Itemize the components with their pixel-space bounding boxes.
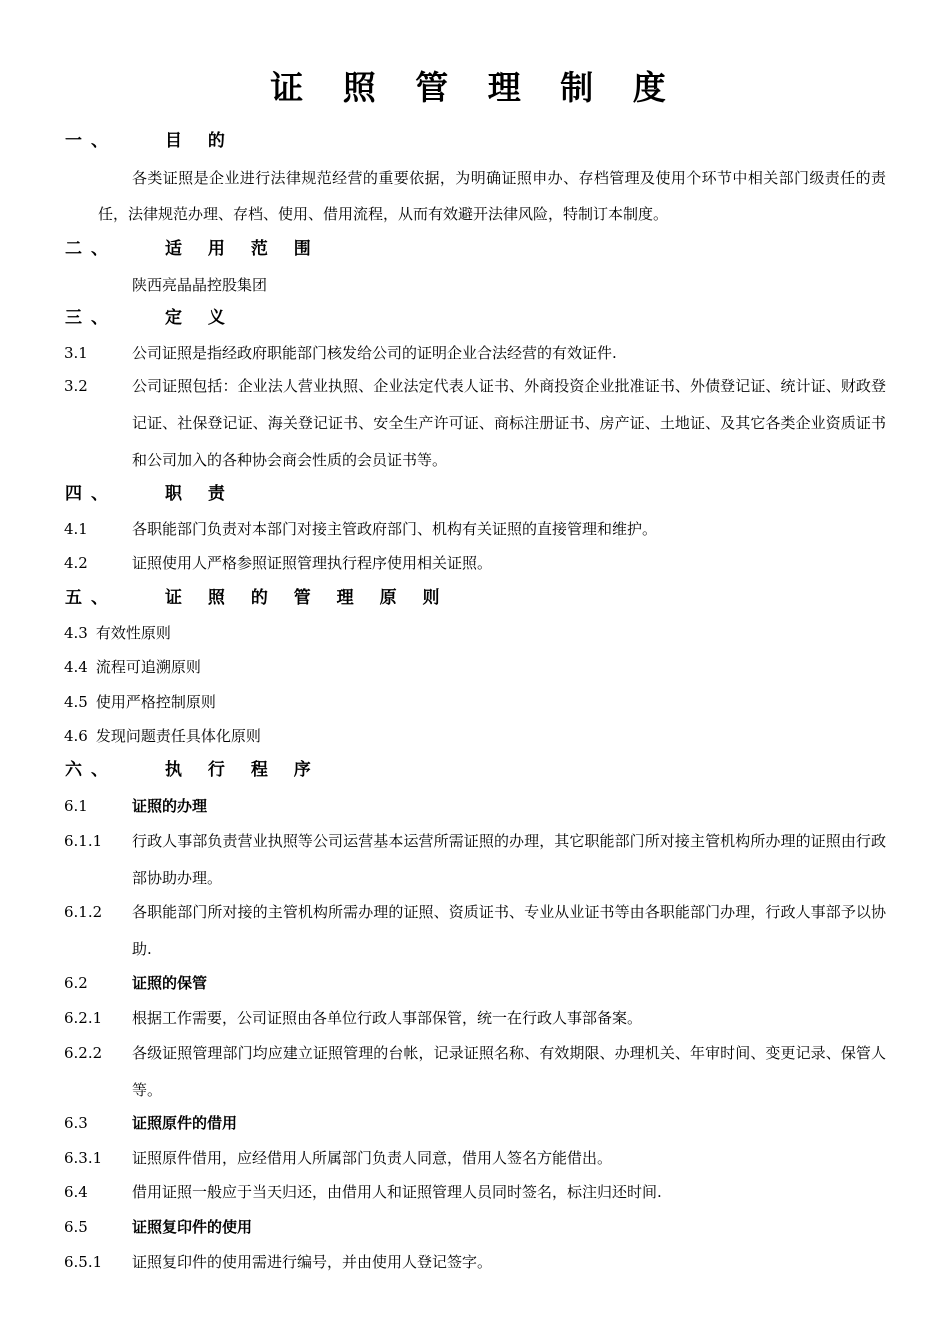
section-number: 六、	[65, 760, 117, 780]
clause-number: 4.2	[64, 554, 88, 572]
clause-number: 4.5	[64, 693, 88, 711]
section-title: 证 照 的 管 理 原 则	[165, 588, 450, 608]
clause-text: 根据工作需要，公司证照由各单位行政人事部保管，统一在行政人事部备案。	[132, 1009, 643, 1027]
clause-text: 使用严格控制原则	[95, 693, 216, 711]
clause-text: 发现问题责任具体化原则	[95, 727, 261, 745]
clause-number: 6.2.1	[64, 1009, 103, 1027]
clause-number: 4.1	[64, 520, 88, 538]
clause-number: 6.5.1	[64, 1253, 103, 1271]
document-title: 证 照 管 理 制 度	[270, 68, 680, 107]
clause-number: 6.2.2	[64, 1044, 103, 1062]
clause-text: 借用证照一般应于当天归还，由借用人和证照管理人员同时签名，标注归还时间.	[132, 1183, 662, 1201]
clause-text: 公司证照是指经政府职能部门核发给公司的证明企业合法经营的有效证件.	[132, 344, 617, 362]
scope-text: 陕西亮晶晶控股集团	[132, 276, 268, 294]
clause-number: 6.3	[64, 1114, 88, 1132]
subheading-text: 证照复印件的使用	[132, 1218, 253, 1236]
clause-number: 6.2	[64, 974, 88, 992]
clause-number: 4.3	[64, 624, 88, 642]
clause-text: 证照使用人严格参照证照管理执行程序使用相关证照。	[132, 554, 493, 572]
clause-text: 流程可追溯原则	[95, 658, 201, 676]
clause-6-2-2-text: 各级证照管理部门均应建立证照管理的台帐，记录证照名称、有效期限、办理机关、年审时间、变更记录、保管人等。	[132, 1044, 886, 1099]
clause-number: 4.4	[64, 658, 88, 676]
section-title: 职 责	[165, 484, 235, 504]
clause-text: 证照原件借用，应经借用人所属部门负责人同意，借用人签名方能借出。	[132, 1149, 613, 1167]
clause-number: 3.2	[64, 377, 88, 395]
clause-number: 6.3.1	[64, 1149, 103, 1167]
clause-number: 3.1	[64, 344, 88, 362]
subheading-text: 证照的保管	[132, 974, 208, 992]
clause-number: 6.1.1	[64, 832, 103, 850]
section-number: 二、	[65, 239, 117, 259]
subheading-text: 证照原件的借用	[132, 1114, 238, 1132]
clause-6-1-1-text: 行政人事部负责营业执照等公司运营基本运营所需证照的办理，其它职能部门所对接主管机构所办理的证照由行政部协助办理。	[132, 832, 886, 887]
purpose-paragraph: 各类证照是企业进行法律规范经营的重要依据，为明确证照申办、存档管理及使用个环节中相关部门级责任的责任，法律规范办理、存档、使用、借用流程，从而有效避开法律风险，特制订本制度。	[98, 169, 886, 223]
clause-6-1-2-text: 各职能部门所对接的主管机构所需办理的证照、资质证书、专业从业证书等由各职能部门办理，行政人事部予以协助.	[132, 903, 886, 958]
clause-3-2-text: 公司证照包括：企业法人营业执照、企业法定代表人证书、外商投资企业批准证书、外债登记证、统计证、财政登记证、社保登记证、海关登记证书、安全生产许可证、商标注册证书、房产证、土地证、及其它各类企业资质证书和公司加入的各种协会商会性质的会员证书等。	[132, 377, 886, 469]
clause-number: 6.1.2	[64, 903, 103, 921]
section-number: 一、	[65, 131, 117, 151]
section-number: 四、	[65, 484, 117, 504]
clause-text: 证照复印件的使用需进行编号，并由使用人登记签字。	[132, 1253, 493, 1271]
subheading-text: 证照的办理	[132, 797, 208, 815]
clause-number: 6.1	[64, 797, 88, 815]
section-title: 定 义	[165, 308, 235, 328]
section-number: 三、	[65, 308, 117, 328]
section-title: 目 的	[165, 131, 235, 151]
clause-text: 各职能部门负责对本部门对接主管政府部门、机构有关证照的直接管理和维护。	[132, 520, 658, 538]
section-title: 执 行 程 序	[165, 760, 321, 780]
clause-text: 有效性原则	[95, 624, 171, 642]
clause-number: 4.6	[64, 727, 88, 745]
section-number: 五、	[65, 588, 117, 608]
clause-number: 6.4	[64, 1183, 88, 1201]
section-title: 适 用 范 围	[165, 239, 321, 259]
clause-number: 6.5	[64, 1218, 88, 1236]
